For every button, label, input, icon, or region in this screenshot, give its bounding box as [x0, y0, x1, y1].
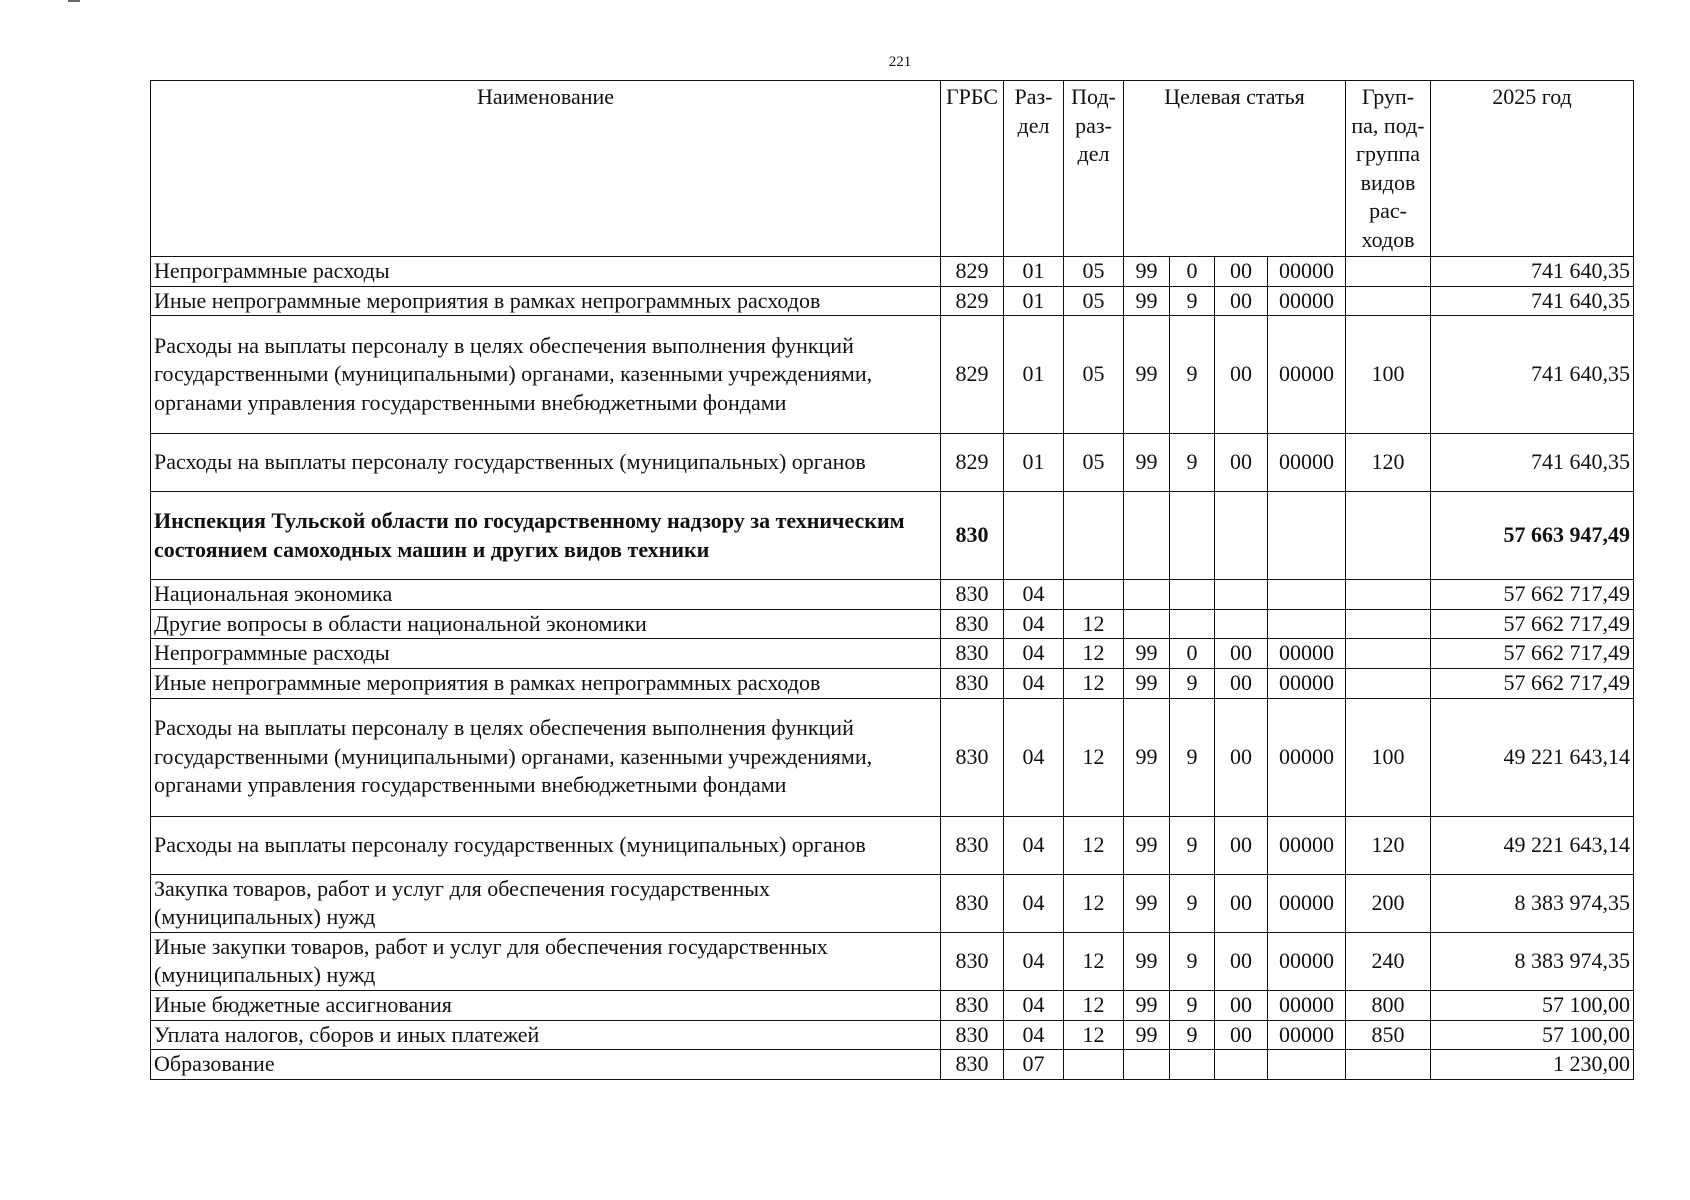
- row-expense-group: [1346, 668, 1431, 698]
- row-target-program: 99: [1124, 639, 1170, 669]
- table-row: [151, 492, 1634, 580]
- row-target-direction: 00: [1215, 932, 1268, 990]
- row-name: Иные непрограммные мероприятия в рамках непрограммных расходов: [151, 286, 941, 316]
- row-expense-group: [1346, 286, 1431, 316]
- table-body: [151, 257, 1634, 1080]
- row-grbs: 830: [941, 816, 1004, 874]
- table-row: [151, 874, 1634, 932]
- row-razdel: 04: [1004, 609, 1064, 639]
- table-row: [151, 257, 1634, 287]
- row-target-code: [1268, 580, 1346, 610]
- table-row: [151, 286, 1634, 316]
- row-target-program: 99: [1124, 1020, 1170, 1050]
- table-row: [151, 434, 1634, 492]
- row-target-code: [1268, 492, 1346, 580]
- row-expense-group: [1346, 1050, 1431, 1080]
- row-target-code: [1268, 609, 1346, 639]
- row-sum-2025: 8 383 974,35: [1431, 932, 1634, 990]
- row-expense-group: [1346, 639, 1431, 669]
- budget-table: [150, 80, 1634, 1080]
- row-target-subprogram: [1170, 1050, 1215, 1080]
- row-target-program: 99: [1124, 698, 1170, 816]
- row-sum-2025: 49 221 643,14: [1431, 816, 1634, 874]
- row-target-direction: 00: [1215, 639, 1268, 669]
- row-name: Непрограммные расходы: [151, 639, 941, 669]
- row-target-code: 00000: [1268, 316, 1346, 434]
- row-razdel: 04: [1004, 639, 1064, 669]
- table-row: [151, 1050, 1634, 1080]
- row-name: Расходы на выплаты персоналу в целях обеспечения выполнения функций государственными (муниципальными) органами, казенными учреждениями, органами управления государственными внебюджетными фондами: [151, 316, 941, 434]
- row-podrazdel: 12: [1064, 932, 1124, 990]
- row-target-subprogram: 9: [1170, 434, 1215, 492]
- row-podrazdel: 12: [1064, 698, 1124, 816]
- row-podrazdel: 12: [1064, 990, 1124, 1020]
- table-header-row: [151, 81, 1634, 257]
- row-razdel: 01: [1004, 434, 1064, 492]
- row-sum-2025: 741 640,35: [1431, 257, 1634, 287]
- row-grbs: 830: [941, 639, 1004, 669]
- row-target-program: 99: [1124, 668, 1170, 698]
- table-row: [151, 990, 1634, 1020]
- row-razdel: 07: [1004, 1050, 1064, 1080]
- row-razdel: 04: [1004, 1020, 1064, 1050]
- row-expense-group: [1346, 492, 1431, 580]
- row-target-subprogram: [1170, 580, 1215, 610]
- row-name: Расходы на выплаты персоналу государственных (муниципальных) органов: [151, 434, 941, 492]
- row-target-subprogram: [1170, 492, 1215, 580]
- row-name: Инспекция Тульской области по государственному надзору за техническим состоянием самоходных машин и других видов техники: [151, 492, 941, 580]
- row-expense-group: 850: [1346, 1020, 1431, 1050]
- row-target-subprogram: 9: [1170, 1020, 1215, 1050]
- row-podrazdel: 12: [1064, 816, 1124, 874]
- row-expense-group: [1346, 580, 1431, 610]
- row-grbs: 829: [941, 257, 1004, 287]
- row-grbs: 830: [941, 1020, 1004, 1050]
- row-podrazdel: 05: [1064, 434, 1124, 492]
- row-name: Иные бюджетные ассигнования: [151, 990, 941, 1020]
- row-podrazdel: 12: [1064, 609, 1124, 639]
- table-row: [151, 668, 1634, 698]
- row-expense-group: 120: [1346, 434, 1431, 492]
- row-target-direction: 00: [1215, 874, 1268, 932]
- row-grbs: 830: [941, 580, 1004, 610]
- row-target-program: 99: [1124, 316, 1170, 434]
- table-row: [151, 698, 1634, 816]
- row-sum-2025: 57 100,00: [1431, 990, 1634, 1020]
- row-target-code: 00000: [1268, 668, 1346, 698]
- row-name: Расходы на выплаты персоналу в целях обеспечения выполнения функций государственными (муниципальными) органами, казенными учреждениями, органами управления государственными внебюджетными фондами: [151, 698, 941, 816]
- row-target-code: [1268, 1050, 1346, 1080]
- row-name: Иные непрограммные мероприятия в рамках непрограммных расходов: [151, 668, 941, 698]
- row-target-code: 00000: [1268, 698, 1346, 816]
- row-razdel: 01: [1004, 257, 1064, 287]
- row-target-code: 00000: [1268, 990, 1346, 1020]
- table-row: [151, 316, 1634, 434]
- row-target-code: 00000: [1268, 874, 1346, 932]
- row-razdel: 04: [1004, 698, 1064, 816]
- row-target-subprogram: 9: [1170, 668, 1215, 698]
- row-target-program: 99: [1124, 257, 1170, 287]
- row-target-direction: 00: [1215, 316, 1268, 434]
- row-target-direction: [1215, 492, 1268, 580]
- row-grbs: 829: [941, 286, 1004, 316]
- header-razdel: Раз- дел: [1004, 81, 1064, 257]
- row-grbs: 830: [941, 698, 1004, 816]
- row-target-code: 00000: [1268, 932, 1346, 990]
- row-target-direction: 00: [1215, 668, 1268, 698]
- row-target-code: 00000: [1268, 286, 1346, 316]
- row-target-subprogram: 9: [1170, 316, 1215, 434]
- row-podrazdel: [1064, 580, 1124, 610]
- row-podrazdel: 12: [1064, 874, 1124, 932]
- row-grbs: 830: [941, 990, 1004, 1020]
- row-grbs: 830: [941, 609, 1004, 639]
- row-grbs: 829: [941, 434, 1004, 492]
- row-expense-group: 100: [1346, 316, 1431, 434]
- row-target-direction: 00: [1215, 286, 1268, 316]
- row-target-program: 99: [1124, 874, 1170, 932]
- row-target-subprogram: 9: [1170, 816, 1215, 874]
- header-expense-group: Груп- па, под- группа видов рас- ходов: [1346, 81, 1431, 257]
- row-target-direction: 00: [1215, 257, 1268, 287]
- table-row: [151, 816, 1634, 874]
- row-target-direction: [1215, 1050, 1268, 1080]
- header-year-2025: 2025 год: [1431, 81, 1634, 257]
- row-expense-group: [1346, 609, 1431, 639]
- row-razdel: 04: [1004, 668, 1064, 698]
- table-row: [151, 609, 1634, 639]
- row-podrazdel: 12: [1064, 668, 1124, 698]
- table-row: [151, 580, 1634, 610]
- row-target-code: 00000: [1268, 257, 1346, 287]
- row-target-code: 00000: [1268, 639, 1346, 669]
- row-sum-2025: 57 662 717,49: [1431, 639, 1634, 669]
- row-target-direction: [1215, 609, 1268, 639]
- row-target-program: [1124, 492, 1170, 580]
- table-row: [151, 639, 1634, 669]
- row-target-subprogram: 0: [1170, 257, 1215, 287]
- row-razdel: 04: [1004, 932, 1064, 990]
- row-sum-2025: 57 663 947,49: [1431, 492, 1634, 580]
- row-target-subprogram: 9: [1170, 932, 1215, 990]
- row-target-direction: [1215, 580, 1268, 610]
- row-target-program: [1124, 580, 1170, 610]
- row-target-code: 00000: [1268, 434, 1346, 492]
- row-target-subprogram: 9: [1170, 990, 1215, 1020]
- row-podrazdel: 05: [1064, 316, 1124, 434]
- row-podrazdel: 12: [1064, 639, 1124, 669]
- row-name: Закупка товаров, работ и услуг для обеспечения государственных (муниципальных) нужд: [151, 874, 941, 932]
- row-sum-2025: 741 640,35: [1431, 316, 1634, 434]
- row-name: Уплата налогов, сборов и иных платежей: [151, 1020, 941, 1050]
- row-name: Иные закупки товаров, работ и услуг для обеспечения государственных (муниципальных) нужд: [151, 932, 941, 990]
- row-target-code: 00000: [1268, 816, 1346, 874]
- row-name: Национальная экономика: [151, 580, 941, 610]
- row-razdel: 01: [1004, 316, 1064, 434]
- row-target-subprogram: 9: [1170, 698, 1215, 816]
- row-razdel: 04: [1004, 816, 1064, 874]
- row-name: Расходы на выплаты персоналу государственных (муниципальных) органов: [151, 816, 941, 874]
- row-target-program: 99: [1124, 286, 1170, 316]
- header-podrazdel: Под- раз- дел: [1064, 81, 1124, 257]
- table-row: [151, 932, 1634, 990]
- row-grbs: 829: [941, 316, 1004, 434]
- row-razdel: 04: [1004, 874, 1064, 932]
- row-name: Образование: [151, 1050, 941, 1080]
- row-sum-2025: 8 383 974,35: [1431, 874, 1634, 932]
- row-razdel: 04: [1004, 990, 1064, 1020]
- row-target-subprogram: 9: [1170, 286, 1215, 316]
- row-target-program: 99: [1124, 816, 1170, 874]
- row-sum-2025: 57 662 717,49: [1431, 609, 1634, 639]
- row-podrazdel: 05: [1064, 286, 1124, 316]
- row-target-program: 99: [1124, 932, 1170, 990]
- row-target-code: 00000: [1268, 1020, 1346, 1050]
- row-podrazdel: [1064, 1050, 1124, 1080]
- row-podrazdel: 12: [1064, 1020, 1124, 1050]
- row-target-program: 99: [1124, 990, 1170, 1020]
- row-grbs: 830: [941, 492, 1004, 580]
- row-sum-2025: 741 640,35: [1431, 286, 1634, 316]
- row-target-program: [1124, 609, 1170, 639]
- scan-mark: [68, 0, 80, 2]
- table-row: [151, 1020, 1634, 1050]
- row-razdel: 04: [1004, 580, 1064, 610]
- row-name: Непрограммные расходы: [151, 257, 941, 287]
- row-grbs: 830: [941, 874, 1004, 932]
- row-expense-group: 800: [1346, 990, 1431, 1020]
- row-grbs: 830: [941, 668, 1004, 698]
- row-expense-group: 120: [1346, 816, 1431, 874]
- row-expense-group: 100: [1346, 698, 1431, 816]
- row-podrazdel: 05: [1064, 257, 1124, 287]
- row-target-direction: 00: [1215, 1020, 1268, 1050]
- row-sum-2025: 57 662 717,49: [1431, 580, 1634, 610]
- row-sum-2025: 57 662 717,49: [1431, 668, 1634, 698]
- row-target-program: [1124, 1050, 1170, 1080]
- row-target-direction: 00: [1215, 434, 1268, 492]
- header-name: Наименование: [151, 81, 941, 257]
- row-target-subprogram: 0: [1170, 639, 1215, 669]
- row-target-direction: 00: [1215, 990, 1268, 1020]
- page-number: 221: [888, 54, 912, 70]
- header-grbs: ГРБС: [941, 81, 1004, 257]
- row-target-subprogram: 9: [1170, 874, 1215, 932]
- row-sum-2025: 741 640,35: [1431, 434, 1634, 492]
- row-expense-group: 240: [1346, 932, 1431, 990]
- row-name: Другие вопросы в области национальной экономики: [151, 609, 941, 639]
- row-sum-2025: 49 221 643,14: [1431, 698, 1634, 816]
- row-target-direction: 00: [1215, 816, 1268, 874]
- row-target-program: 99: [1124, 434, 1170, 492]
- row-sum-2025: 57 100,00: [1431, 1020, 1634, 1050]
- row-target-subprogram: [1170, 609, 1215, 639]
- row-razdel: [1004, 492, 1064, 580]
- row-grbs: 830: [941, 1050, 1004, 1080]
- row-target-direction: 00: [1215, 698, 1268, 816]
- row-sum-2025: 1 230,00: [1431, 1050, 1634, 1080]
- row-podrazdel: [1064, 492, 1124, 580]
- row-razdel: 01: [1004, 286, 1064, 316]
- row-grbs: 830: [941, 932, 1004, 990]
- row-expense-group: [1346, 257, 1431, 287]
- header-target-article: Целевая статья: [1124, 81, 1346, 257]
- row-expense-group: 200: [1346, 874, 1431, 932]
